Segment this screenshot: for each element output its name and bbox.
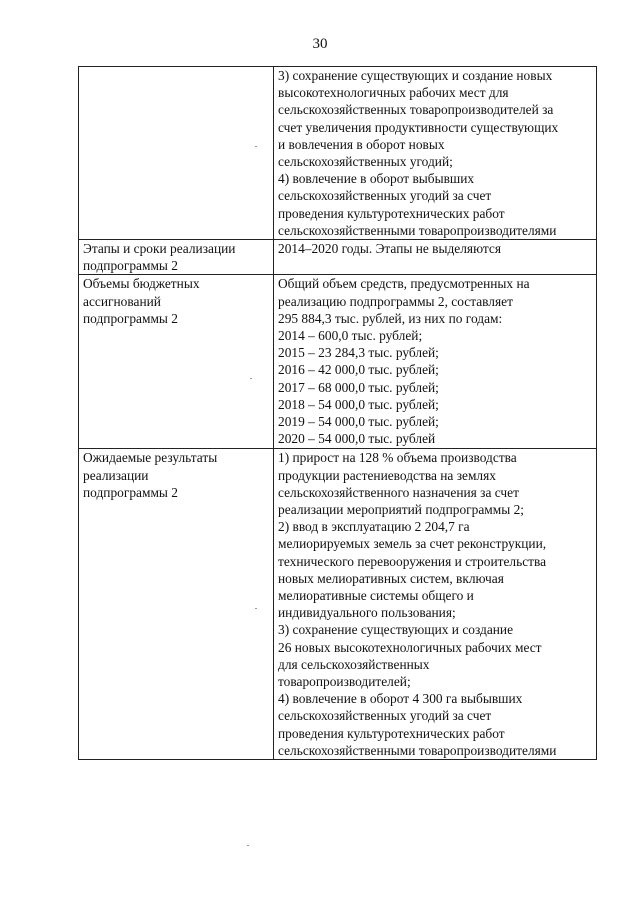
row-content-line: сельскохозяйственных товаропроизводителей за (278, 102, 554, 118)
row-label-line: подпрограммы 2 (83, 310, 178, 326)
row-content-line: 4) вовлечение в оборот выбывших (278, 171, 475, 187)
row-label-line: подпрограммы 2 (83, 484, 178, 500)
row-content-line: 26 новых высокотехнологичных рабочих мест (278, 639, 542, 655)
row-content-line: проведения культуротехнических работ (278, 205, 505, 221)
row-content-line: 2015 – 23 284,3 тыс. рублей; (278, 345, 439, 361)
row-content-line: мелиорируемых земель за счет реконструкции, (278, 536, 547, 552)
row-content-line: 3) сохранение существующих и создание (278, 622, 514, 638)
row-content-line: сельскохозяйственных угодий; (278, 154, 453, 170)
row-content-line: 3) сохранение существующих и создание новых (278, 68, 553, 83)
table-row (79, 67, 597, 240)
row-content-line: Общий объем средств, предусмотренных на (278, 276, 530, 292)
row-content-line: 2019 – 54 000,0 тыс. рублей; (278, 414, 439, 430)
row-content-line: высокотехнологичных рабочих мест для (278, 85, 509, 101)
row-label-line: реализации (83, 467, 149, 483)
table-row (79, 449, 597, 760)
row-content-line: 2017 – 68 000,0 тыс. рублей; (278, 379, 439, 395)
row-content-line: индивидуального пользования; (278, 605, 456, 621)
scan-speck (255, 146, 257, 147)
row-content-line: 295 884,3 тыс. рублей, из них по годам: (278, 310, 503, 326)
subprogram-passport-table (78, 66, 597, 760)
row-content-line: сельскохозяйственными товаропроизводителями (278, 742, 557, 758)
row-label-line: ассигнований (83, 293, 161, 309)
row-label-line: подпрограммы 2 (83, 258, 178, 274)
row-content-line: сельскохозяйственных угодий за счет (278, 708, 492, 724)
row-content-line: сельскохозяйственного назначения за счет (278, 484, 519, 500)
row-label-line: Объемы бюджетных (83, 276, 200, 292)
row-content-line: сельскохозяйственными товаропроизводителями (278, 222, 557, 238)
row-content-line: сельскохозяйственных угодий за счет (278, 188, 492, 204)
row-content-cell (274, 67, 597, 240)
row-content-line: товаропроизводителей; (278, 674, 411, 690)
row-content-line: для сельскохозяйственных (278, 656, 430, 672)
row-content-cell (274, 449, 597, 760)
row-content-line: 2016 – 42 000,0 тыс. рублей; (278, 362, 439, 378)
row-label-cell (79, 67, 274, 240)
row-content-cell (274, 240, 597, 275)
row-label-cell (79, 240, 274, 275)
page-number: 30 (312, 36, 328, 52)
row-content-line: продукции растениеводства на землях (278, 467, 496, 483)
row-label-line: Этапы и сроки реализации (83, 241, 236, 257)
row-content-line: и вовлечения в оборот новых (278, 136, 445, 152)
row-content-line: мелиоративные системы общего и (278, 588, 474, 604)
row-label-cell (79, 275, 274, 449)
row-content-line: 2) ввод в эксплуатацию 2 204,7 га (278, 519, 470, 535)
row-content-line: 2018 – 54 000,0 тыс. рублей; (278, 396, 439, 412)
scan-speck (255, 608, 257, 609)
row-label-line: Ожидаемые результаты (83, 450, 218, 466)
row-content-line: новых мелиоративных систем, включая (278, 570, 504, 586)
row-content-line: 4) вовлечение в оборот 4 300 га выбывших (278, 691, 523, 707)
row-content-line: технического перевооружения и строительства (278, 553, 547, 569)
row-content-cell (274, 275, 597, 449)
row-content-line: реализацию подпрограммы 2, составляет (278, 293, 513, 309)
table-row (79, 275, 597, 449)
row-content-line: 1) прирост на 128 % объема производства (278, 450, 517, 466)
row-label-cell (79, 449, 274, 760)
table-row (79, 240, 597, 275)
row-content-line: 2020 – 54 000,0 тыс. рублей (278, 431, 436, 447)
row-content-line: 2014–2020 годы. Этапы не выделяются (278, 241, 502, 257)
scan-speck (247, 845, 249, 846)
row-content-line: 2014 – 600,0 тыс. рублей; (278, 328, 423, 344)
scan-speck (250, 378, 252, 379)
row-content-line: проведения культуротехнических работ (278, 725, 505, 741)
row-content-line: счет увеличения продуктивности существующих (278, 119, 559, 135)
row-content-line: реализации мероприятий подпрограммы 2; (278, 502, 525, 518)
